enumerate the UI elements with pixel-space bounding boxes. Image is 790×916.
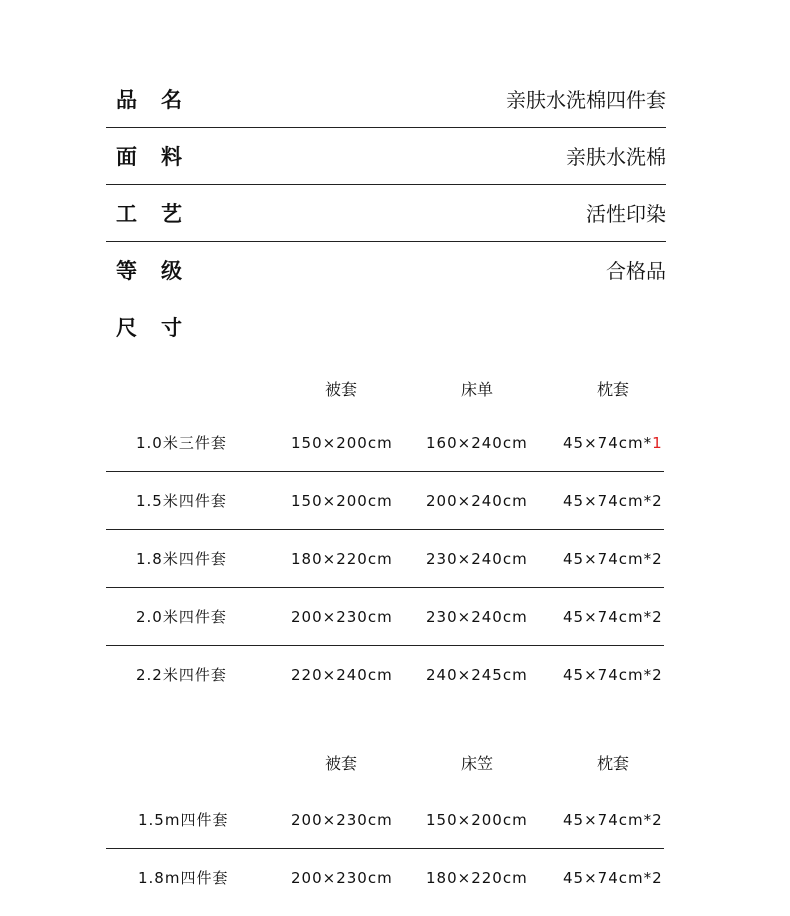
table-row [106,791,664,849]
duvet-size: 200×230cm [291,607,393,626]
set-name: 1.0米三件套 [136,434,227,452]
table-row [106,472,664,530]
pillowcase-size-prefix: 45×74cm* [563,433,653,452]
sheet-size: 230×240cm [426,607,528,626]
table-row [106,530,664,588]
spec-row-grade [106,241,666,298]
table-header: 枕套 [596,380,629,399]
sheet-size: 240×245cm [426,665,528,684]
sheet-size: 160×240cm [426,433,528,452]
spec-label: 工艺 [116,201,206,226]
spec-value: 亲肤水洗棉 [566,145,666,169]
pillowcase-size: 45×74cm*2 [563,810,663,829]
spec-value: 活性印染 [586,202,666,226]
spec-label: 品名 [116,87,206,112]
set-name: 1.8米四件套 [136,550,227,568]
size-table-2 [106,751,664,901]
table-row [106,646,664,703]
table-header: 被套 [324,754,357,773]
duvet-size: 150×200cm [291,433,393,452]
duvet-size: 200×230cm [291,868,393,887]
table-row [106,849,664,906]
pillowcase-count-highlight: 1 [652,433,663,452]
table-header: 枕套 [596,754,629,773]
spec-row-size [106,298,666,355]
sheet-size: 230×240cm [426,549,528,568]
duvet-size: 200×230cm [291,810,393,829]
size-table-1 [106,377,664,717]
table-row [106,414,664,472]
table-header: 床笠 [460,754,493,773]
fitted-sheet-size: 150×200cm [426,810,528,829]
pillowcase-size: 45×74cm*2 [563,868,663,887]
set-name: 2.2米四件套 [136,666,227,684]
table-row [106,588,664,646]
duvet-size: 150×200cm [291,491,393,510]
sheet-size: 200×240cm [426,491,528,510]
spec-row-craft [106,184,666,242]
pillowcase-size: 45×74cm*2 [563,607,663,626]
spec-value: 亲肤水洗棉四件套 [506,88,666,112]
spec-value: 合格品 [606,259,666,283]
pillowcase-size: 45×74cm*2 [563,665,663,684]
duvet-size: 180×220cm [291,549,393,568]
set-name: 2.0米四件套 [136,608,227,626]
table-header: 被套 [324,380,357,399]
duvet-size: 220×240cm [291,665,393,684]
spec-row-fabric [106,127,666,185]
spec-label: 面料 [116,144,206,169]
pillowcase-size: 45×74cm*2 [563,549,663,568]
spec-label: 等级 [116,258,206,283]
pillowcase-size: 45×74cm*2 [563,491,663,510]
spec-row-product-name [106,70,666,128]
set-name: 1.5m四件套 [138,811,229,829]
set-name: 1.5米四件套 [136,492,227,510]
fitted-sheet-size: 180×220cm [426,868,528,887]
spec-label: 尺寸 [116,315,206,340]
table-header: 床单 [460,380,493,399]
pillowcase-size [563,414,663,471]
set-name: 1.8m四件套 [138,869,229,887]
